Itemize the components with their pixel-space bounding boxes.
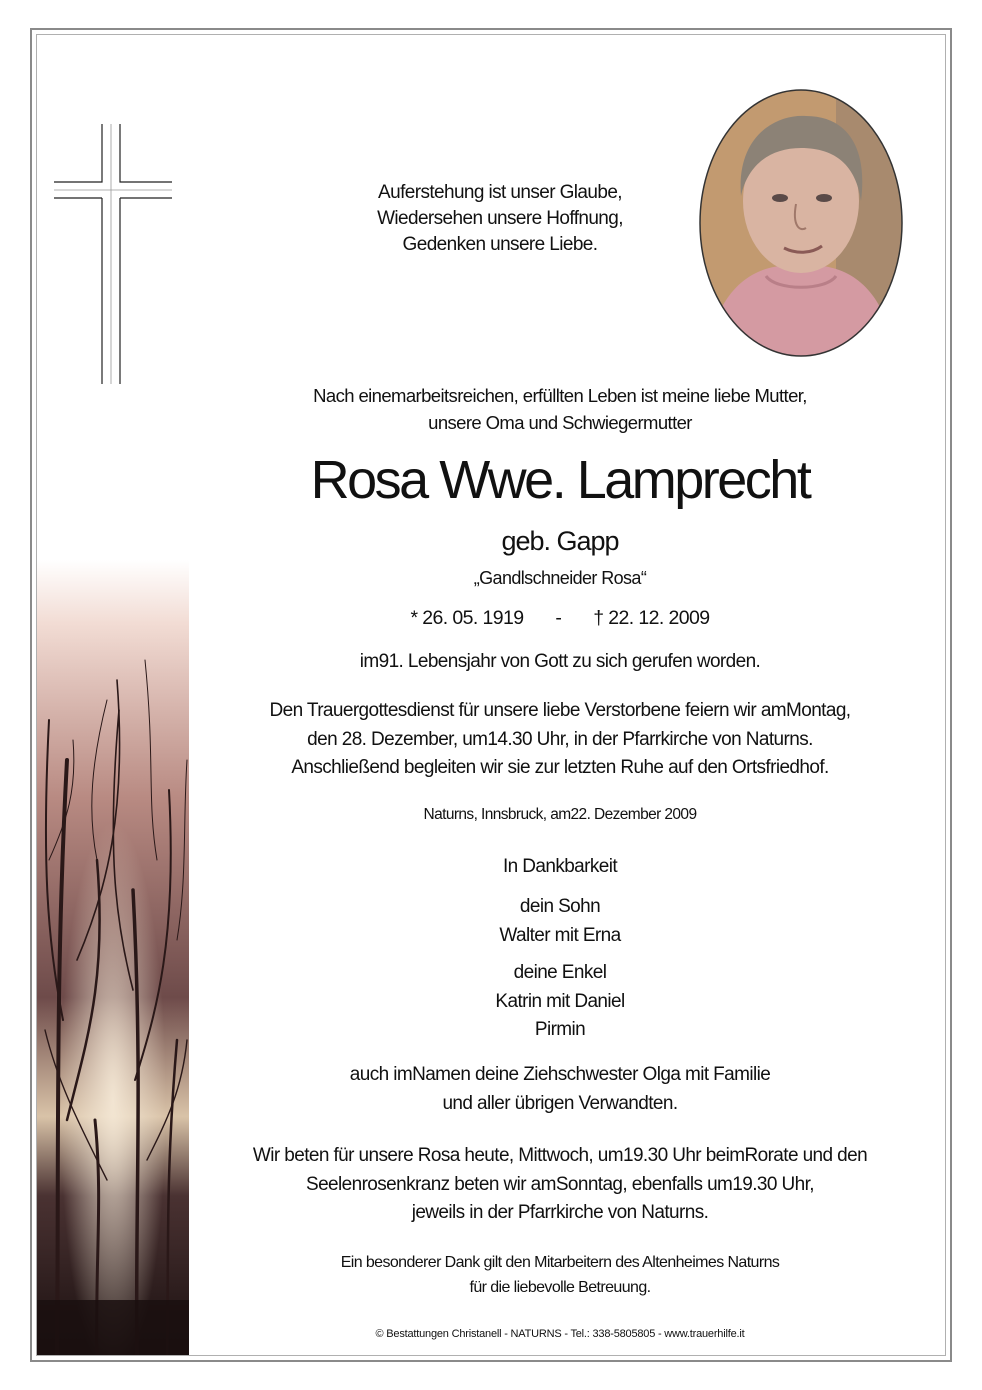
service-line: Anschließend begleiten wir sie zur letzten Ruhe auf den Ortsfriedhof. — [291, 757, 829, 778]
service-line: Den Trauergottesdienst für unsere liebe Verstorbene feiern wir amMontag, — [269, 700, 851, 721]
intro-line: unsere Oma und Schwiegermutter — [428, 412, 692, 433]
deceased-name: Rosa Wwe. Lamprecht — [310, 450, 810, 510]
relatives-line: auch imNamen deine Ziehschwester Olga mit Familie — [349, 1064, 771, 1085]
son-line: Walter mit Erna — [499, 924, 621, 946]
portrait-photo — [696, 86, 906, 360]
prayer-line: Seelenrosenkranz beten wir amSonntag, ebenfalls um19.30 Uhr, — [306, 1173, 814, 1195]
motto-line: Wiedersehen unsere Hoffnung, — [377, 208, 623, 229]
gratitude-heading: In Dankbarkeit — [502, 856, 618, 877]
motto-verse — [300, 180, 700, 258]
special-thanks — [230, 1250, 890, 1300]
relatives-line: und aller übrigen Verwandten. — [442, 1092, 678, 1114]
life-year-text: im91. Lebensjahr von Gott zu sich gerufen worden. — [359, 651, 761, 672]
grandchildren-line: Katrin mit Daniel — [495, 990, 625, 1012]
service-line: den 28. Dezember, um14.30 Uhr, in der Pfarrkirche von Naturns. — [307, 728, 813, 750]
grandchildren-line: deine Enkel — [513, 962, 607, 983]
prayer-text — [220, 1142, 900, 1228]
date-separator: - — [555, 607, 562, 629]
death-date: † 22. 12. 2009 — [593, 607, 710, 629]
motto-line: Gedenken unsere Liebe. — [402, 234, 598, 255]
maiden-name: geb. Gapp — [501, 526, 619, 556]
intro-text — [230, 382, 890, 436]
funeral-service-text — [230, 697, 890, 783]
intro-line: Nach einemarbeitsreichen, erfüllten Leben ist meine liebe Mutter, — [313, 385, 807, 406]
motto-line: Auferstehung ist unser Glaube, — [378, 182, 622, 203]
son-block — [230, 893, 890, 950]
birth-date: * 26. 05. 1919 — [410, 607, 524, 629]
grandchildren-block — [230, 959, 890, 1045]
prayer-line: jeweils in der Pfarrkirche von Naturns. — [411, 1202, 709, 1223]
trees-sunset-image — [37, 560, 189, 1355]
relatives-block — [230, 1061, 890, 1118]
grandchildren-line: Pirmin — [534, 1019, 586, 1040]
footer-credit: © Bestattungen Christanell - NATURNS - Tel.: 338-5805805 - www.trauerhilfe.it — [375, 1328, 745, 1340]
life-dates — [230, 603, 890, 633]
place-date: Naturns, Innsbruck, am22. Dezember 2009 — [423, 806, 697, 823]
son-line: dein Sohn — [519, 896, 601, 917]
nickname: „Gandlschneider Rosa“ — [473, 568, 647, 588]
prayer-line: Wir beten für unsere Rosa heute, Mittwoch, um19.30 Uhr beimRorate und den — [252, 1145, 868, 1166]
special-thanks-line: Ein besonderer Dank gilt den Mitarbeitern des Altenheimes Naturns — [340, 1254, 780, 1271]
cross-icon — [54, 124, 172, 384]
special-thanks-line: für die liebevolle Betreuung. — [469, 1279, 651, 1296]
